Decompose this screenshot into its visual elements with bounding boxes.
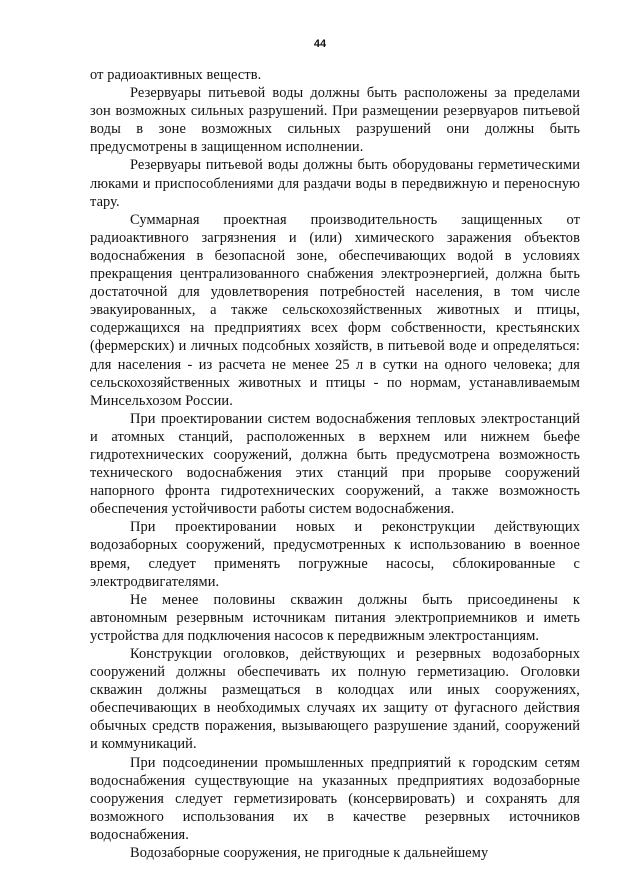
paragraph: Резервуары питьевой воды должны быть расположены за пределами зон возможных сильных разрушений. При размещении резервуаров питьевой воды в зоне возможных сильных разрушений они должны быть предусмотрены в защищенном исполнении. (90, 85, 580, 156)
paragraph: При проектировании систем водоснабжения тепловых электростанций и атомных станций, расположенных в верхнем или нижнем бьефе гидротехнических сооружений, должна быть предусмотрена возможность технического водоснабжения этих станций при прорыве сооружений напорного фронта гидротехнических сооружений, а также возможность обеспечения устойчивости работы систем водоснабжения. (90, 410, 580, 518)
paragraph: Не менее половины скважин должны быть присоединены к автономным резервным источникам питания электроприемников и иметь устройства для подключения насосов к передвижным электростанциям. (90, 591, 580, 644)
page-number: 44 (313, 38, 327, 50)
paragraph: При проектировании новых и реконструкции действующих водозаборных сооружений, предусмотренных к использованию в военное время, следует применять погружные насосы, сблокированные с электродвигателями. (90, 519, 580, 590)
paragraph: Резервуары питьевой воды должны быть оборудованы герметическими люками и приспособлениями для раздачи воды в передвижную и переносную тару. (90, 157, 580, 210)
paragraph: Суммарная проектная производительность защищенных от радиоактивного загрязнения и (или) химического заражения объектов водоснабжения в безопасной зоне, обеспечивающих водой в условиях прекращения централизованного снабжения электроэнергией, должна быть достаточной для удовлетворения потребностей населения, в том числе эвакуированных, а также сельскохозяйственных животных и птицы, содержащихся на предприятиях всех форм собственности, крестьянских (фермерских) и личных подсобных хозяйств, в питьевой воде и определяться: для населения - из расчета не менее 25 л в сутки на одного человека; для сельскохозяйственных животных и птицы - по нормам, устанавливаемым Минсельхозом России. (90, 211, 580, 409)
paragraph: При подсоединении промышленных предприятий к городским сетям водоснабжения существующие на указанных предприятиях водозаборные сооружения следует герметизировать (консервировать) и сохранять для возможного использования их в качестве резервных источников водоснабжения. (90, 754, 580, 843)
paragraph: Водозаборные сооружения, не пригодные к дальнейшему (130, 845, 489, 862)
document-body (90, 66, 580, 862)
paragraph: Конструкции оголовков, действующих и резервных водозаборных сооружений должны обеспечивать их полную герметизацию. Оголовки скважин должны размещаться в колодцах или иных сооружениях, обеспечивающих в необходимых случаях их защиту от фугасного действия обычных средств поражения, вызывающего разрушение зданий, сооружений и коммуникаций. (90, 646, 580, 753)
paragraph: от радиоактивных веществ. (90, 67, 262, 83)
